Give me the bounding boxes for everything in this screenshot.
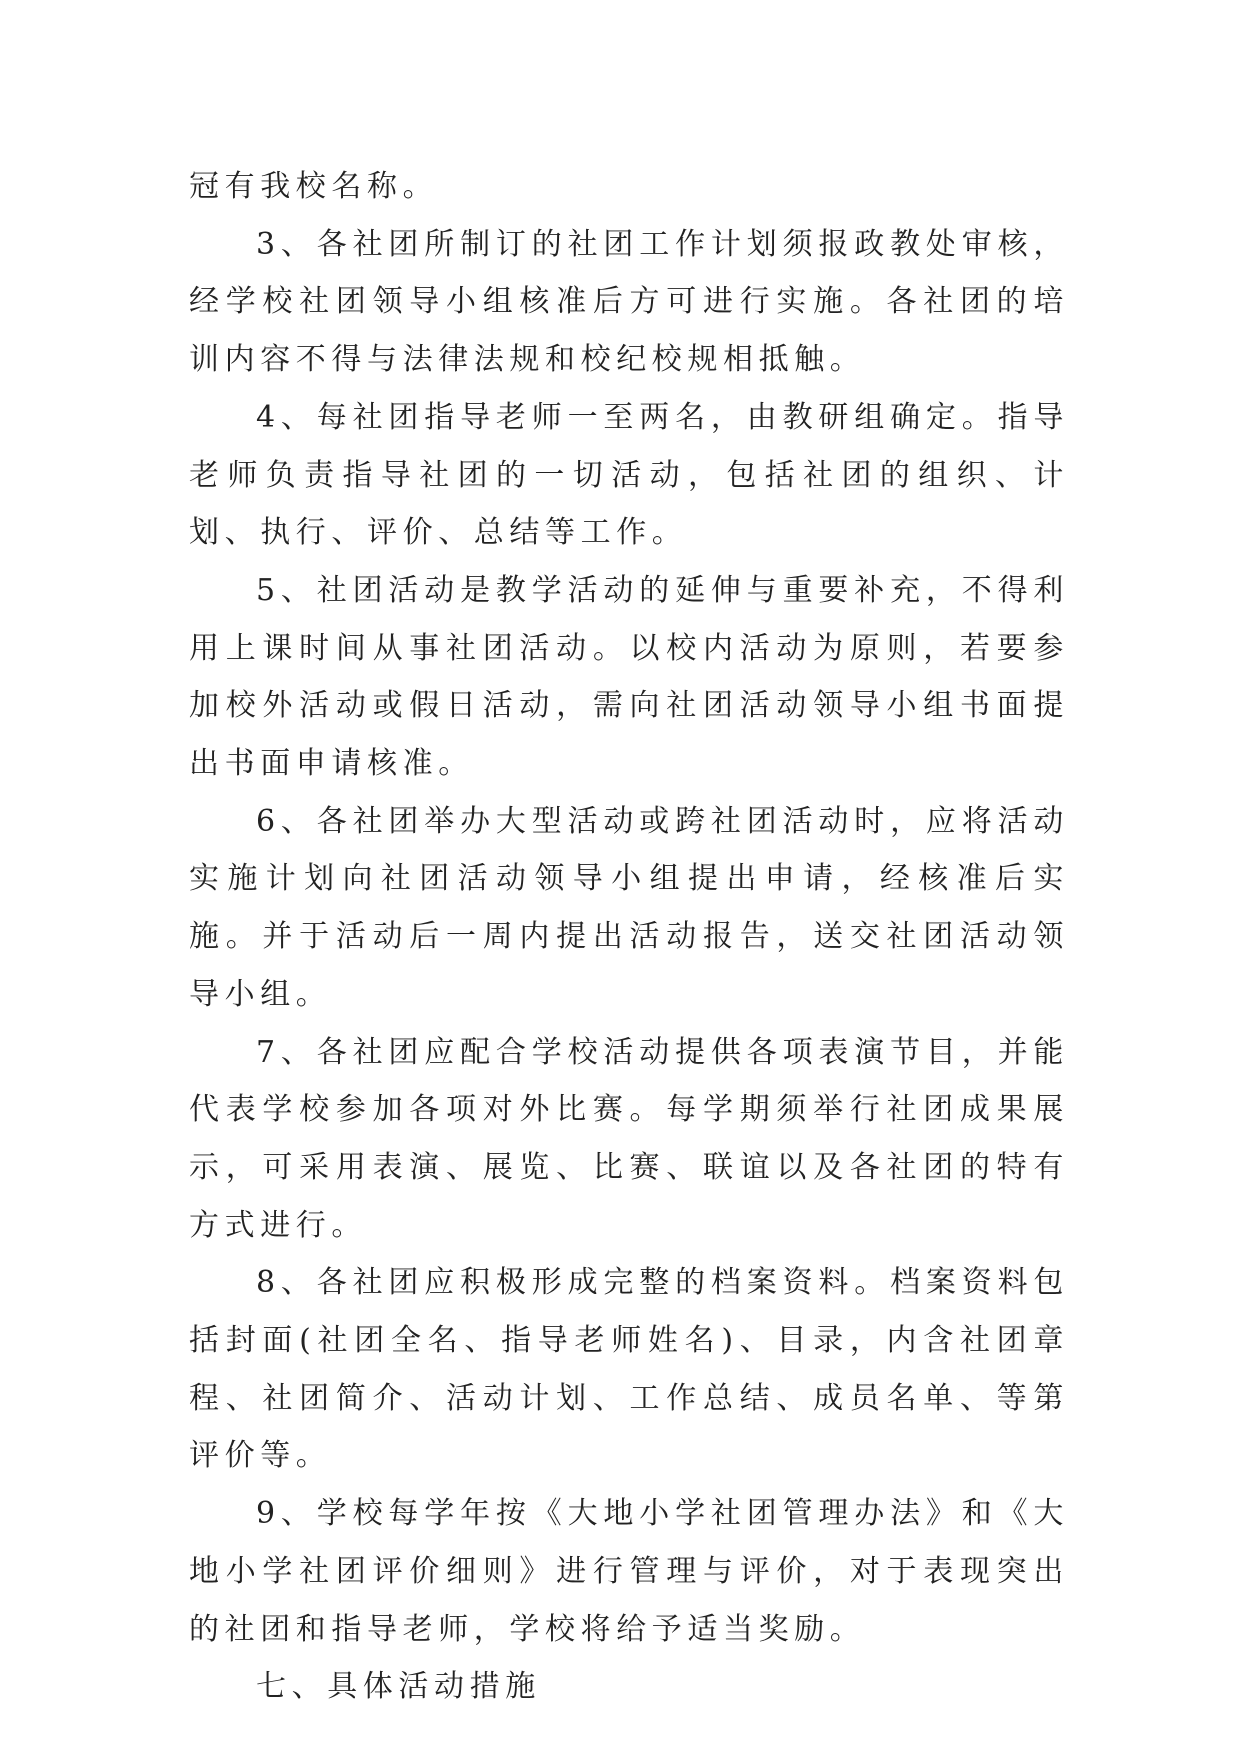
paragraph-item-6: 6、各社团举办大型活动或跨社团活动时，应将活动实施计划向社团活动领导小组提出申请，经核准后实施。并于活动后一周内提出活动报告，送交社团活动领导小组。: [189, 803, 1069, 1012]
paragraph-item-8: 8、各社团应积极形成完整的档案资料。档案资料包括封面(社团全名、指导老师姓名)、目录，内含社团章程、社团简介、活动计划、工作总结、成员名单、等第评价等。: [189, 1265, 1069, 1474]
paragraph-item-5: 5、社团活动是教学活动的延伸与重要补充，不得利用上课时间从事社团活动。以校内活动为原则，若要参加校外活动或假日活动，需向社团活动领导小组书面提出书面申请核准。: [189, 572, 1069, 782]
paragraph-item-4: 4、每社团指导老师一至两名，由教研组确定。指导老师负责指导社团的一切活动，包括社团的组织、计划、执行、评价、总结等工作。: [189, 399, 1069, 551]
document-body: [189, 158, 1069, 1716]
paragraph-continuation: 冠有我校名称。: [189, 169, 439, 204]
paragraph-item-9: 9、学校每学年按《大地小学社团管理办法》和《大地小学社团评价细则》进行管理与评价，对于表现突出的社团和指导老师，学校将给予适当奖励。: [189, 1496, 1069, 1647]
section-heading-7: 七、具体活动措施: [256, 1669, 541, 1705]
paragraph-item-3: 3、各社团所制订的社团工作计划须报政教处审核，经学校社团领导小组核准后方可进行实施。各社团的培训内容不得与法律法规和校纪校规相抵触。: [189, 226, 1069, 378]
paragraph-item-7: 7、各社团应配合学校活动提供各项表演节目，并能代表学校参加各项对外比赛。每学期须举行社团成果展示，可采用表演、展览、比赛、联谊以及各社团的特有方式进行。: [189, 1034, 1069, 1243]
